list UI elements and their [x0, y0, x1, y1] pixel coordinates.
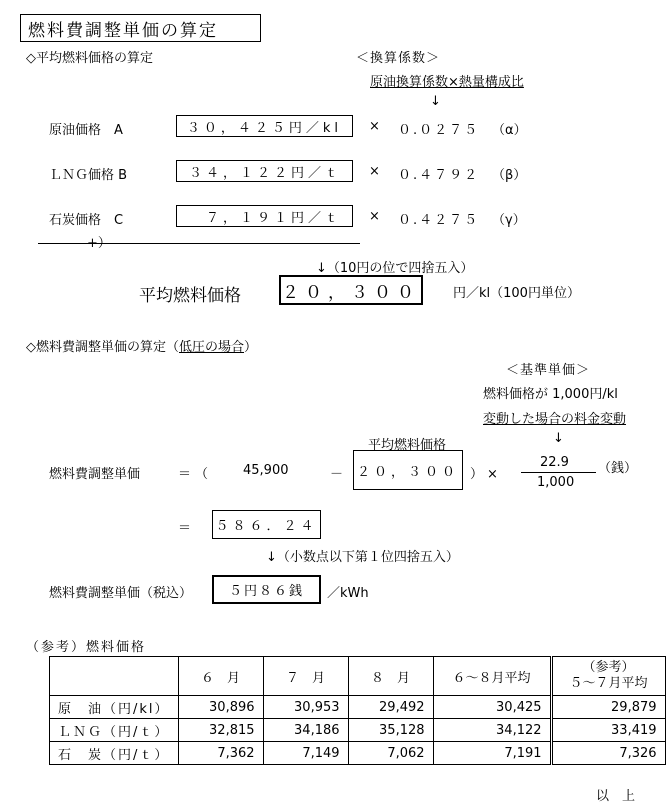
section2-heading-prefix: ◇燃料費調整単価の算定（: [26, 340, 179, 355]
arrow-down-icon-2: ↓: [553, 431, 564, 446]
base-line1: 燃料価格が 1,000円/kl: [483, 387, 618, 402]
cell: 7,191: [433, 742, 551, 765]
row-crude-coef: ０.０２７５: [398, 123, 480, 138]
row-label: 原 油（円/kl）: [50, 696, 179, 719]
cell: 32,815: [178, 719, 263, 742]
row-crude-label: 原油価格 A: [49, 123, 123, 138]
row-lng-times: ×: [369, 164, 380, 179]
header-reference-line1: （参考）: [582, 660, 635, 675]
reference-table: [49, 656, 666, 765]
cell: 7,149: [263, 742, 348, 765]
base-price: 45,900: [243, 463, 289, 478]
footer-end: 以 上: [596, 789, 636, 804]
base-line2: 変動した場合の料金変動: [483, 412, 627, 427]
sum-plus: +）: [87, 236, 111, 251]
avg-price-label: 平均燃料価格: [139, 286, 241, 306]
fraction-numerator: 22.9: [540, 455, 569, 470]
conversion-subheader: 原油換算係数×熱量構成比: [370, 75, 524, 90]
row-label: ＬＮＧ（円/ｔ）: [50, 719, 179, 742]
row-crude-price: ３０，４２５円／kl: [176, 115, 353, 137]
avg-price-unit: 円／kl（100円単位）: [453, 286, 580, 301]
fraction-denominator: 1,000: [537, 475, 575, 490]
row-coal-coef: ０.４２７５: [398, 213, 480, 228]
adjust-label: 燃料費調整単価: [49, 467, 141, 482]
cell: 35,128: [348, 719, 433, 742]
close-times: ）×: [470, 467, 502, 482]
minus-sign: －: [330, 467, 344, 482]
result-box: ５８６．２４: [212, 510, 321, 539]
row-coal-price: ７，１９１円／ｔ: [176, 205, 353, 227]
reference-caption: （参考）燃料価格: [26, 640, 147, 655]
row-coal-symbol: （γ）: [492, 213, 526, 228]
header-empty-cell: [50, 657, 179, 696]
header-jun-aug-avg: ６～８月平均: [433, 657, 551, 696]
row-lng-coef: ０.４７９２: [398, 168, 480, 183]
cell: 7,326: [551, 742, 665, 765]
cell: 30,953: [263, 696, 348, 719]
cell: 29,492: [348, 696, 433, 719]
cell: 30,425: [433, 696, 551, 719]
taxed-unit: ／kWh: [327, 586, 369, 601]
sen-unit: （銭）: [598, 461, 638, 476]
cell: 30,896: [178, 696, 263, 719]
cell: 34,122: [433, 719, 551, 742]
page-title: 燃料費調整単価の算定: [28, 20, 218, 41]
row-lng-price: ３４，１２２円／ｔ: [176, 160, 353, 182]
title-box: [20, 14, 261, 42]
avg-price-box: ２０，３００: [353, 450, 463, 490]
taxed-value-box: ５円８６銭: [212, 575, 321, 604]
table-row: [50, 742, 666, 765]
cell: 29,879: [551, 696, 665, 719]
header-reference: [551, 657, 665, 696]
conversion-header: ＜換算係数＞: [356, 51, 441, 66]
row-crude-times: ×: [369, 119, 380, 134]
header-july: ７ 月: [263, 657, 348, 696]
row-lng-label: ＬＮＧ価格 B: [49, 168, 128, 183]
section2-heading-underlined: 低圧の場合: [179, 340, 245, 355]
row-coal-times: ×: [369, 209, 380, 224]
eq-open: ＝（: [178, 467, 213, 482]
section1-heading: ◇平均燃料価格の算定: [26, 51, 153, 66]
table-row: [50, 696, 666, 719]
header-reference-line2: ５～７月平均: [569, 676, 648, 691]
fraction-bar: [521, 472, 596, 473]
avg-caption: 平均燃料価格: [368, 438, 447, 453]
row-crude-symbol: （α）: [492, 123, 527, 138]
section2-heading: [26, 336, 257, 355]
row-coal-label: 石炭価格 C: [49, 213, 124, 228]
table-row: [50, 719, 666, 742]
header-august: ８ 月: [348, 657, 433, 696]
round-note-2: ↓（小数点以下第１位四捨五入）: [266, 550, 459, 565]
header-june: ６ 月: [178, 657, 263, 696]
section2-heading-suffix: ）: [244, 340, 258, 355]
avg-price-value: ２０，３００: [279, 275, 423, 305]
cell: 7,362: [178, 742, 263, 765]
arrow-down-icon: ↓: [430, 94, 441, 109]
cell: 34,186: [263, 719, 348, 742]
cell: 33,419: [551, 719, 665, 742]
eq-sign-2: ＝: [178, 521, 192, 536]
round-note-1: ↓（10円の位で四捨五入）: [316, 261, 474, 276]
taxed-label: 燃料費調整単価（税込）: [49, 586, 193, 601]
table-header-row: [50, 657, 666, 696]
row-label: 石 炭（円/ｔ）: [50, 742, 179, 765]
row-lng-symbol: （β）: [492, 168, 527, 183]
cell: 7,062: [348, 742, 433, 765]
base-header: ＜基準単価＞: [506, 363, 591, 378]
